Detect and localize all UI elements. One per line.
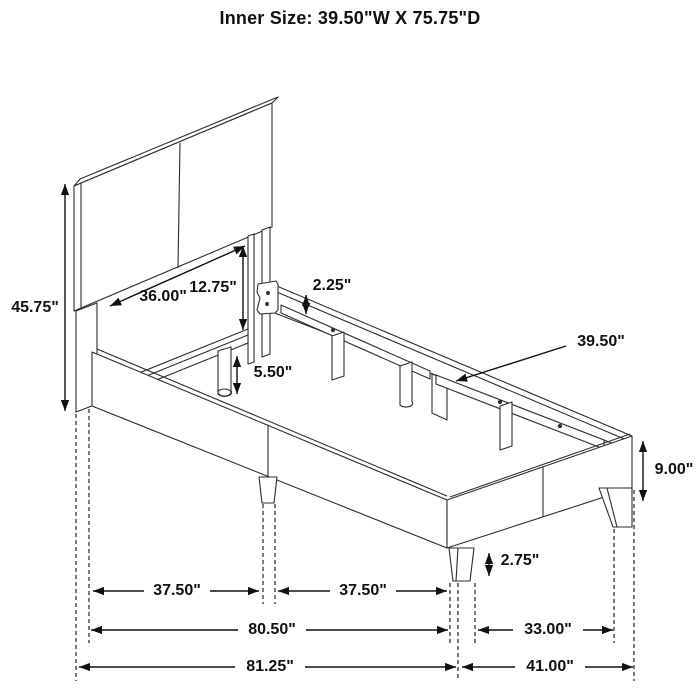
dim-rail-offset-label: 2.25" [312, 277, 352, 294]
dim-support-leg-label: 5.50" [253, 364, 293, 381]
dim-rail-segment-rear-label: 37.50" [330, 582, 396, 600]
dim-inner-width-leader [456, 346, 566, 381]
support-leg-square-1 [332, 332, 344, 380]
far-rail-face [272, 284, 632, 447]
bracket-hole-1 [267, 292, 270, 295]
bed-frame-drawing [74, 97, 632, 581]
headboard-post-a [248, 234, 254, 364]
dim-rail-segment-front-label: 37.50" [144, 582, 210, 600]
dim-inner-width-label: 39.50" [577, 333, 625, 350]
bracket-hole-2 [266, 303, 269, 306]
support-leg-round-1 [400, 362, 413, 407]
screw-dot-2 [498, 400, 501, 403]
dim-foot-leg-label: 2.75" [500, 552, 540, 569]
far-rail-rim [272, 290, 629, 441]
support-leg-square-2 [500, 402, 512, 450]
dim-overall-width-label: 41.00" [515, 658, 585, 676]
bracket-plate [257, 281, 278, 314]
dim-footboard-inner-label: 33.00" [513, 621, 583, 639]
screw-dot-3 [558, 424, 561, 427]
dim-rail-length-label: 80.50" [238, 621, 306, 639]
screw-dot-1 [331, 328, 334, 331]
near-rail-center-leg [259, 477, 277, 503]
support-rail-segment-2 [436, 375, 604, 449]
far-side-rail [272, 284, 632, 447]
dim-overall-depth-label: 81.25" [235, 658, 305, 676]
center-leg-cylinder-base [218, 389, 231, 396]
footboard-front-leg [449, 548, 474, 581]
extension-lines [76, 409, 634, 681]
dim-headboard-inner-width-label: 36.00" [139, 288, 187, 305]
dim-footboard-height-label: 9.00" [654, 461, 694, 478]
rail-bracket [257, 281, 278, 314]
dim-overall-height-label: 45.75" [11, 299, 59, 316]
dim-panel-gap-label: 12.75" [189, 279, 237, 296]
page-title: Inner Size: 39.50"W X 75.75"D [219, 8, 481, 28]
